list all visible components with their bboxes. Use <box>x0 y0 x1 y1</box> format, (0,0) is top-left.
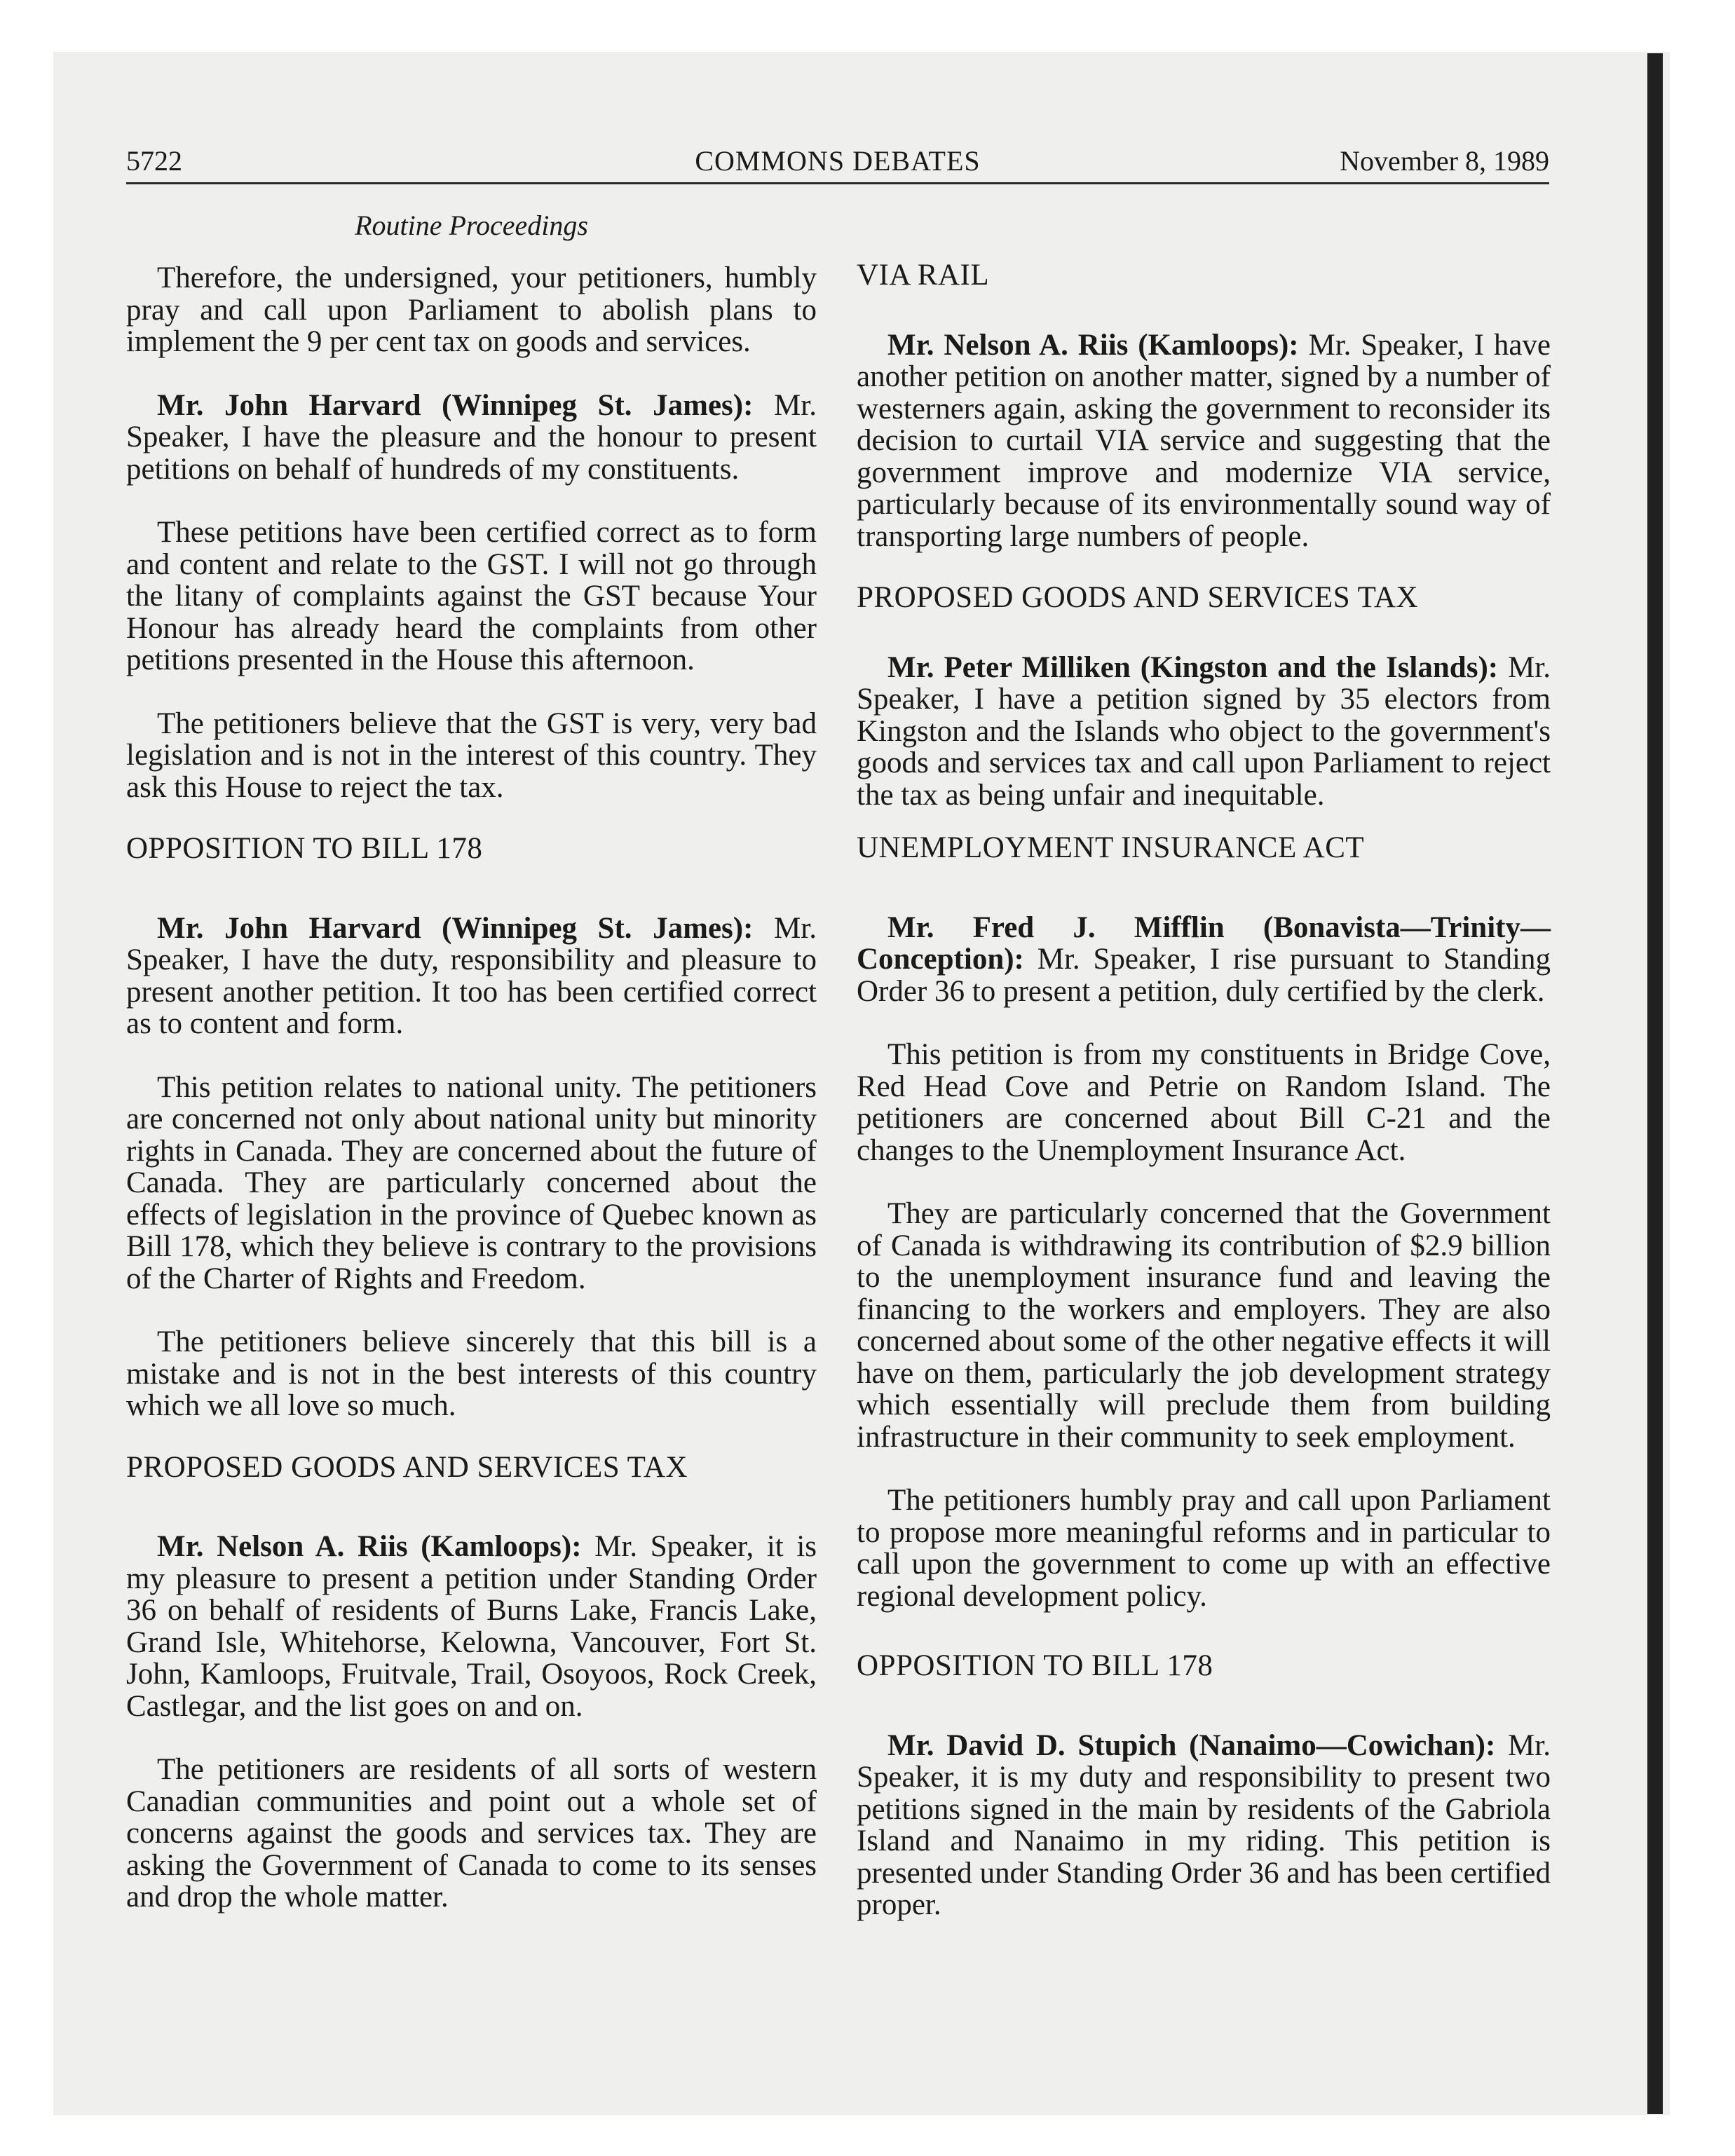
speaker-name: Mr. David D. Stupich (Nanaimo—Cowichan): <box>887 1728 1496 1762</box>
speech-paragraph <box>126 913 817 1040</box>
section-heading: OPPOSITION TO BILL 178 <box>126 832 483 865</box>
section-heading: PROPOSED GOODS AND SERVICES TAX <box>857 581 1419 614</box>
speech-paragraph <box>857 329 1551 553</box>
speech-text: Mr. Speaker, I rise pursuant to Standing Order 36 to present a petition, duly certified by the clerk. <box>857 943 1551 1008</box>
paragraph: The petitioners believe that the GST is very, very bad legislation and is not in the interest of this country. They ask this House to reject the tax. <box>126 707 817 804</box>
speech-text: Mr. Speaker, I have the pleasure and the honour to present petitions on behalf of hundreds of my constituents. <box>126 388 817 486</box>
right-column <box>857 259 1551 1921</box>
paragraph: They are particularly concerned that the Government of Canada is withdrawing its contribution of $2.9 billion to the unemployment insurance fund and leaving the financing to the workers and employers. They are also concerned about some of the other negative effects it will have on them, particularly the job development strategy which essentially will preclude them from building infrastructure in their community to seek employment. <box>857 1197 1551 1454</box>
paragraph: The petitioners are residents of all sorts of western Canadian communities and point out a whole set of concerns against the goods and services tax. They are asking the Government of Canada to come to its senses and drop the whole matter. <box>126 1753 817 1913</box>
page-date: November 8, 1989 <box>1340 145 1549 177</box>
speaker-name: Mr. Peter Milliken (Kingston and the Islands): <box>887 650 1499 684</box>
speech-text: Mr. Speaker, it is my pleasure to present a petition under Standing Order 36 on behalf of residents of Burns Lake, Francis Lake, Grand Isle, Whitehorse, Kelowna, Vancouver, Fort St. John, Kamloops, Fruitvale, Trail, Osoyoos, Rock Creek, Castlegar, and the list goes on and on. <box>126 1530 817 1723</box>
speaker-name: Mr. John Harvard (Winnipeg St. James): <box>157 911 754 945</box>
running-heading: Routine Proceedings <box>355 210 588 241</box>
speaker-name: Mr. Fred J. Mifflin (Bonavista—Trinity—Conception): <box>857 910 1551 976</box>
speech-paragraph <box>857 1730 1551 1921</box>
paragraph: These petitions have been certified correct as to form and content and relate to the GST. I will not go through the litany of complaints against the GST because Your Honour has already heard the complaints from other petitions presented in the House this afternoon. <box>126 516 817 676</box>
speaker-name: Mr. Nelson A. Riis (Kamloops): <box>157 1530 582 1563</box>
speech-paragraph <box>126 390 817 486</box>
page-number: 5722 <box>126 145 182 177</box>
section-heading: OPPOSITION TO BILL 178 <box>857 1649 1213 1682</box>
left-column <box>126 209 817 1913</box>
speech-paragraph <box>126 1531 817 1722</box>
speech-paragraph <box>857 652 1551 812</box>
speech-text: Mr. Speaker, I have a petition signed by 35 electors from Kingston and the Islands who object to the government's goods and services tax and call upon Parliament to reject the tax as being unfair and inequitable. <box>857 650 1551 812</box>
paragraph: The petitioners humbly pray and call upon Parliament to propose more meaningful reforms and in particular to call upon the government to come up with an effective regional development policy. <box>857 1484 1551 1613</box>
page-binding-edge <box>1647 53 1663 2114</box>
paragraph: This petition is from my constituents in Bridge Cove, Red Head Cove and Petrie on Random Island. The petitioners are concerned about Bill C-21 and the changes to the Unemployment Insurance Act. <box>857 1038 1551 1167</box>
paragraph: This petition relates to national unity. The petitioners are concerned not only about national unity but minority rights in Canada. They are concerned about the future of Canada. They are particularly concerned about the effects of legislation in the province of Quebec known as Bill 178, which they believe is contrary to the provisions of the Charter of Rights and Freedom. <box>126 1070 817 1295</box>
speaker-name: Mr. John Harvard (Winnipeg St. James): <box>157 388 754 422</box>
paragraph: The petitioners believe sincerely that this bill is a mistake and is not in the best interests of this country which we all love so much. <box>126 1325 817 1422</box>
section-heading: UNEMPLOYMENT INSURANCE ACT <box>857 831 1365 864</box>
journal-title: COMMONS DEBATES <box>695 145 981 177</box>
page-header <box>126 137 1549 184</box>
speech-text: Mr. Speaker, it is my duty and responsibility to present two petitions signed in the main by residents of the Gabriola Island and Nanaimo in my riding. This petition is presented under Standing Order 36 and has been certified proper. <box>857 1728 1551 1921</box>
section-heading: PROPOSED GOODS AND SERVICES TAX <box>126 1450 688 1484</box>
speech-paragraph <box>857 912 1551 1008</box>
speaker-name: Mr. Nelson A. Riis (Kamloops): <box>887 328 1299 362</box>
section-heading: VIA RAIL <box>857 259 990 292</box>
paragraph: Therefore, the undersigned, your petitioners, humbly pray and call upon Parliament to abolish plans to implement the 9 per cent tax on goods and services. <box>126 261 817 358</box>
speech-text: Mr. Speaker, I have the duty, responsibility and pleasure to present another petition. It too has been certified correct as to content and form. <box>126 911 817 1040</box>
speech-text: Mr. Speaker, I have another petition on another matter, signed by a number of westerners again, asking the government to reconsider its decision to curtail VIA service and suggesting that the government improve and modernize VIA service, particularly because of its environmentally sound way of transporting large numbers of people. <box>857 328 1551 553</box>
